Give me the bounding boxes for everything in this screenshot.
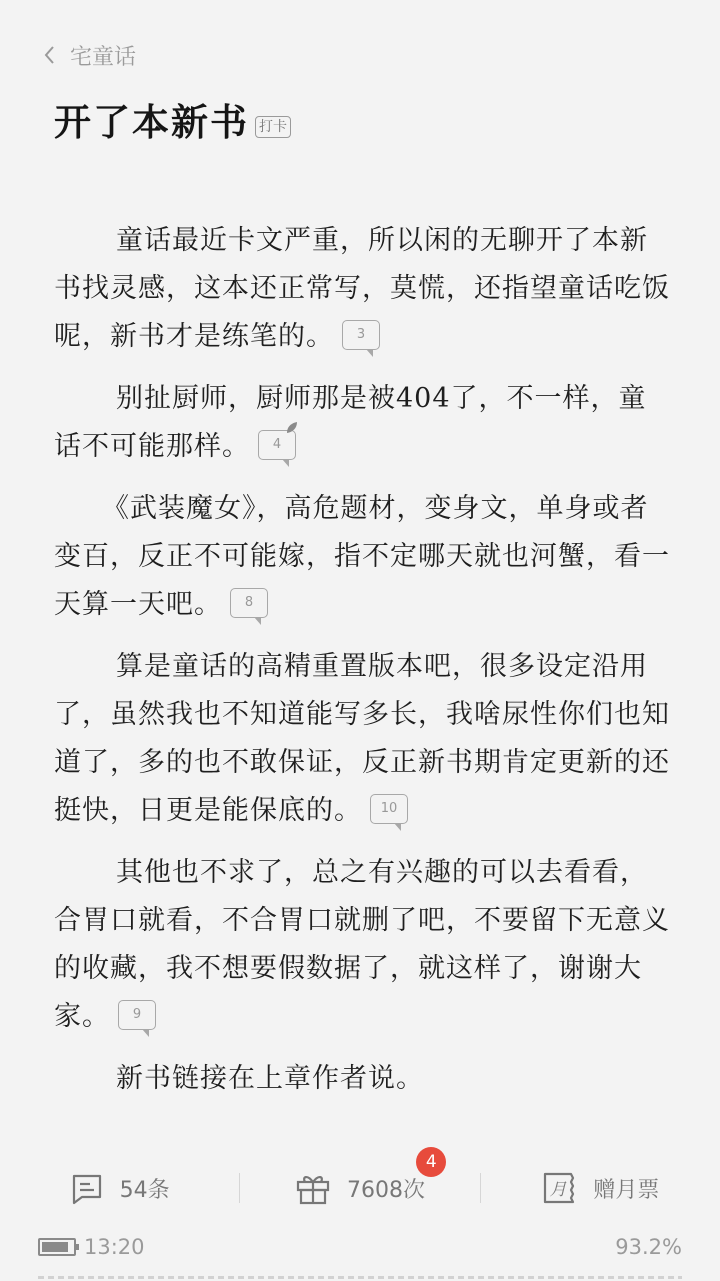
reading-progress: 93.2% xyxy=(615,1235,682,1259)
paragraph-text: 别扯厨师，厨师那是被404了，不一样，童话不可能那样。 xyxy=(54,383,647,462)
chevron-left-icon[interactable] xyxy=(38,41,60,69)
chapter-title-row xyxy=(54,96,291,148)
comment-count: 8 xyxy=(244,594,254,610)
paragraph-text: 新书链接在上章作者说。 xyxy=(116,1063,424,1094)
paragraph xyxy=(54,1055,670,1103)
gift-icon xyxy=(295,1171,331,1205)
ticket-icon xyxy=(541,1170,577,1206)
paragraph xyxy=(54,375,670,471)
monthly-ticket-button[interactable] xyxy=(481,1170,720,1206)
comment-count: 10 xyxy=(380,800,398,816)
paragraph xyxy=(54,643,670,835)
checkin-button[interactable]: 打卡 xyxy=(255,116,291,138)
gift-badge: 4 xyxy=(416,1147,446,1177)
paragraph-text: 《武装魔女》，高危题材，变身文，单身或者变百，反正不可能嫁，指不定哪天就也河蟹，看一天算一天吧。 xyxy=(54,493,670,620)
battery-level xyxy=(42,1242,68,1252)
comments-count: 54条 xyxy=(119,1177,170,1203)
clock: 13:20 xyxy=(84,1235,145,1259)
chapter-title: 开了本新书 xyxy=(54,100,249,144)
gift-count: 7608次 xyxy=(346,1177,425,1203)
comment-count: 3 xyxy=(356,326,366,342)
comment-icon xyxy=(70,1171,104,1205)
paragraph-comment-bubble[interactable] xyxy=(342,320,380,350)
paragraph-text: 算是童话的高精重置版本吧，很多设定沿用了，虽然我也不知道能写多长，我啥尿性你们也知道了，多的也不敢保证，反正新书期肯定更新的还挺快，日更是能保底的。 xyxy=(54,651,670,826)
paragraph-comment-bubble[interactable] xyxy=(118,1000,156,1030)
paragraph-comment-bubble[interactable] xyxy=(230,588,268,618)
leaf-icon xyxy=(285,421,299,435)
paragraph-comment-bubble[interactable] xyxy=(258,430,296,460)
monthly-ticket-label: 赠月票 xyxy=(593,1177,660,1203)
battery-icon xyxy=(38,1238,76,1256)
paragraph-comment-bubble[interactable] xyxy=(370,794,408,824)
chapter-content xyxy=(54,217,670,1117)
comment-count: 4 xyxy=(272,436,282,452)
reader-status-bar xyxy=(38,1232,682,1262)
bottom-action-bar xyxy=(0,1152,720,1218)
paragraph xyxy=(54,849,670,1041)
paragraph-text: 其他也不求了，总之有兴趣的可以去看看，合胃口就看，不合胃口就删了吧，不要留下无意义的收藏，我不想要假数据了，就这样了，谢谢大家。 xyxy=(54,857,670,1032)
svg-text:月: 月 xyxy=(549,1180,567,1200)
header xyxy=(38,38,136,72)
paragraph xyxy=(54,485,670,629)
paragraph xyxy=(54,217,670,361)
comment-count: 9 xyxy=(132,1006,142,1022)
book-title[interactable]: 宅童话 xyxy=(70,44,137,70)
comments-button[interactable] xyxy=(0,1171,239,1205)
gift-button[interactable] xyxy=(240,1152,479,1205)
page-edge-strip xyxy=(38,1276,682,1279)
paragraph-text: 童话最近卡文严重，所以闲的无聊开了本新书找灵感，这本还正常写，莫慌，还指望童话吃饭呢，新书才是练笔的。 xyxy=(54,225,670,352)
